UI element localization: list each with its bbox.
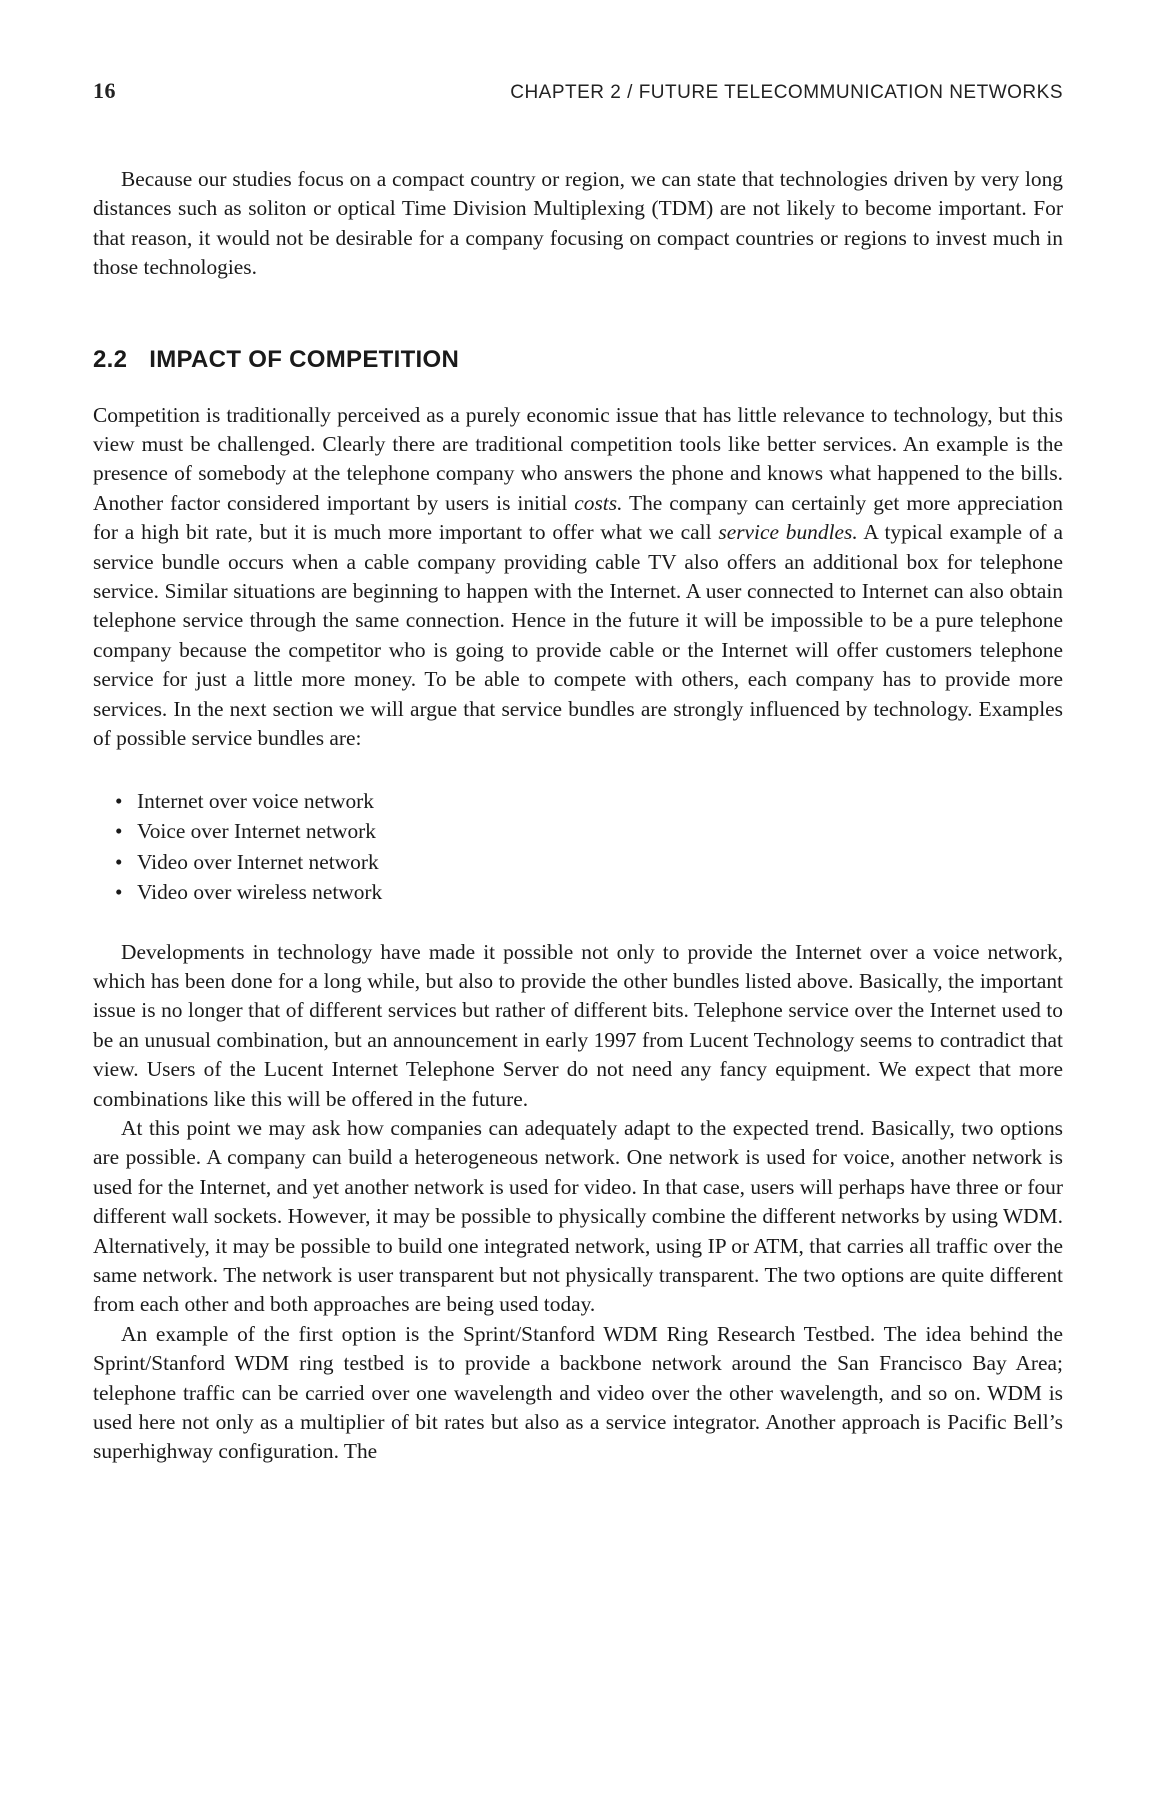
adaptation-paragraph: At this point we may ask how companies can adequately adapt to the expected trend. Basically, two options are possible. A company can build a heterogeneous network. One network is used for voice, another network is used for the Internet, and yet another network is used for video. In that case, users will perhaps have three or four different wall sockets. However, it may be possible to physically combine the different networks by using WDM. Alternatively, it may be possible to build one integrated network, using IP or ATM, that carries all traffic over the same network. The network is user transparent but not physically transparent. The two options are quite different from each other and both approaches are being used today. — [93, 1115, 1063, 1317]
emphasis-service-bundles: service bundles. — [718, 520, 858, 545]
intro-paragraph: Because our studies focus on a compact country or region, we can state that technologies driven by very long distances such as soliton or optical Time Division Multiplexing (TDM) are not likely to become important. For that reason, it would not be desirable for a company focusing on compact countries or regions to invest much in those technologies. — [93, 167, 1063, 280]
bullet-icon: • — [115, 788, 123, 813]
bullet-icon: • — [115, 849, 123, 874]
page-number: 16 — [93, 78, 116, 103]
list-item — [115, 786, 1063, 817]
list-item-text: Voice over Internet network — [137, 819, 376, 843]
section-title: IMPACT OF COMPETITION — [149, 345, 460, 373]
emphasis-costs: costs. — [574, 490, 623, 515]
service-bundle-list — [93, 786, 1063, 908]
competition-text-3: A typical example of a service bundle occurs when a cable company providing cable TV also offers an additional box for telephone service. Similar situations are beginning to happen with the Internet. A user connected to Internet can also obtain telephone service through the same connection. Hence in the future it will be impossible to be a pure telephone company because the competitor who is going to provide cable or the Internet will offer customers telephone service for just a little more money. To be able to compete with others, each company has to provide more services. In the next section we will argue that service bundles are strongly influenced by technology. Examples of possible service bundles are: — [93, 520, 1063, 751]
list-item-text: Video over wireless network — [137, 880, 383, 904]
developments-paragraph: Developments in technology have made it possible not only to provide the Internet over a voice network, which has been done for a long while, but also to provide the other bundles listed above. Basically, the important issue is no longer that of different services but rather of different bits. Telephone service over the Internet used to be an unusual combination, but an announcement in early 1997 from Lucent Technology seems to contradict that view. Users of the Lucent Internet Telephone Server do not need any fancy equipment. We expect that more combinations like this will be offered in the future. — [93, 939, 1063, 1111]
book-page — [93, 78, 1063, 1467]
competition-paragraph — [93, 401, 1063, 754]
list-item — [115, 877, 1063, 908]
list-item — [115, 847, 1063, 878]
chapter-title: CHAPTER 2 / FUTURE TELECOMMUNICATION NETWORKS — [510, 82, 1063, 103]
running-header — [93, 78, 1063, 108]
competition-text-2: The company can certainly get more appreciation for a high bit rate, but it is much more important to offer what we call — [93, 490, 1063, 545]
bullet-icon: • — [115, 880, 123, 904]
section-heading — [93, 346, 1063, 374]
competition-text-1: Competition is traditionally perceived as a purely economic issue that has little relevance to technology, but this view must be challenged. Clearly there are traditional competition tools like better services. An example is the presence of somebody at the telephone company who answers the phone and knows what happened to the bills. Another factor considered important by users is initial — [93, 402, 1063, 515]
list-item-text: Internet over voice network — [137, 788, 374, 813]
section-number: 2.2 — [93, 345, 128, 373]
bullet-icon: • — [115, 819, 123, 843]
testbed-paragraph: An example of the first option is the Sprint/Stanford WDM Ring Research Testbed. The idea behind the Sprint/Stanford WDM ring testbed is to provide a backbone network around the San Francisco Bay Area; telephone traffic can be carried over one wavelength and video over the other wavelength, and so on. WDM is used here not only as a multiplier of bit rates but also as a service integrator. Another approach is Pacific Bell’s superhighway configuration. The — [93, 1321, 1063, 1464]
list-item-text: Video over Internet network — [137, 849, 379, 874]
list-item — [115, 816, 1063, 847]
